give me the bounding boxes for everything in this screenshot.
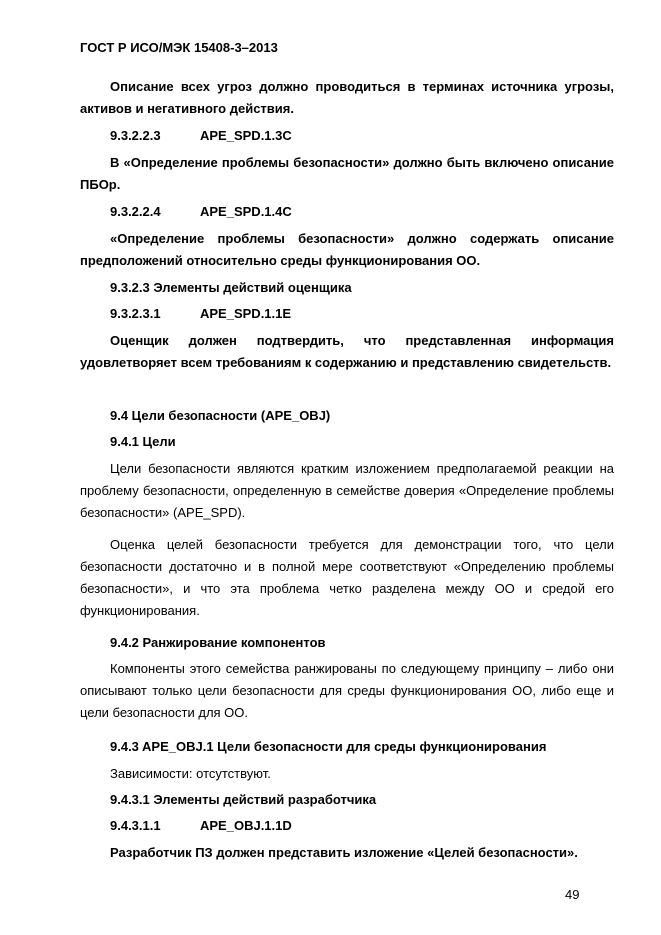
paragraph-threats: Описание всех угроз должно проводиться в терминах источника угрозы, активов и негативного действия. (80, 79, 614, 116)
heading-developer-actions: 9.4.3.1 Элементы действий разработчика (110, 792, 377, 807)
heading-ape-obj-1: 9.4.3 APE_OBJ.1 Цели безопасности для среды функционирования (110, 739, 547, 754)
heading-security-objectives: 9.4 Цели безопасности (APE_OBJ) (110, 408, 331, 423)
heading-objectives: 9.4.1 Цели (110, 434, 176, 449)
paragraph-component-levelling: Компоненты этого семейства ранжированы по следующему принципу – либо они описывают только цели безопасности для среды функционирования ОО, либо еще и цели безопасности для ОО. (80, 661, 614, 720)
paragraph-objectives-evaluation: Оценка целей безопасности требуется для демонстрации того, что цели безопасности достаточно и в полной мере соответствуют «Определению проблемы безопасности», и что эта проблема четко разделена между ОО и средой его функционирования. (80, 537, 614, 618)
paragraph-dependencies: Зависимости: отсутствуют. (110, 766, 271, 781)
clause-number: 9.3.2.2.3 (110, 128, 161, 143)
page-number: 49 (565, 887, 580, 902)
page-header: ГОСТ Р ИСО/МЭК 15408-3–2013 (80, 40, 278, 55)
clause-number: 9.3.2.2.4 (110, 204, 161, 219)
paragraph-developer-statement: Разработчик ПЗ должен представить изложение «Целей безопасности». (110, 845, 578, 860)
paragraph-spd-pbor: В «Определение проблемы безопасности» должно быть включено описание ПБОр. (80, 155, 614, 192)
clause-label: APE_SPD.1.1E (200, 306, 292, 321)
heading-component-levelling: 9.4.2 Ранжирование компонентов (110, 635, 326, 650)
clause-label: APE_OBJ.1.1D (200, 818, 292, 833)
clause-label: APE_SPD.1.4C (200, 204, 292, 219)
clause-number: 9.4.3.1.1 (110, 818, 161, 833)
paragraph-spd-assumptions: «Определение проблемы безопасности» должно содержать описание предположений относительно среды функционирования ОО. (80, 231, 614, 268)
heading-evaluator-actions: 9.3.2.3 Элементы действий оценщика (110, 280, 352, 295)
clause-label: APE_SPD.1.3C (200, 128, 292, 143)
paragraph-objectives-summary: Цели безопасности являются кратким изложением предполагаемой реакции на проблему безопасности, определенную в семействе доверия «Определение проблемы безопасности» (APE_SPD). (80, 461, 614, 520)
clause-number: 9.3.2.3.1 (110, 306, 161, 321)
paragraph-evaluator-confirm: Оценщик должен подтвердить, что представленная информация удовлетворяет всем требованиям к содержанию и представлению свидетельств. (80, 333, 614, 370)
